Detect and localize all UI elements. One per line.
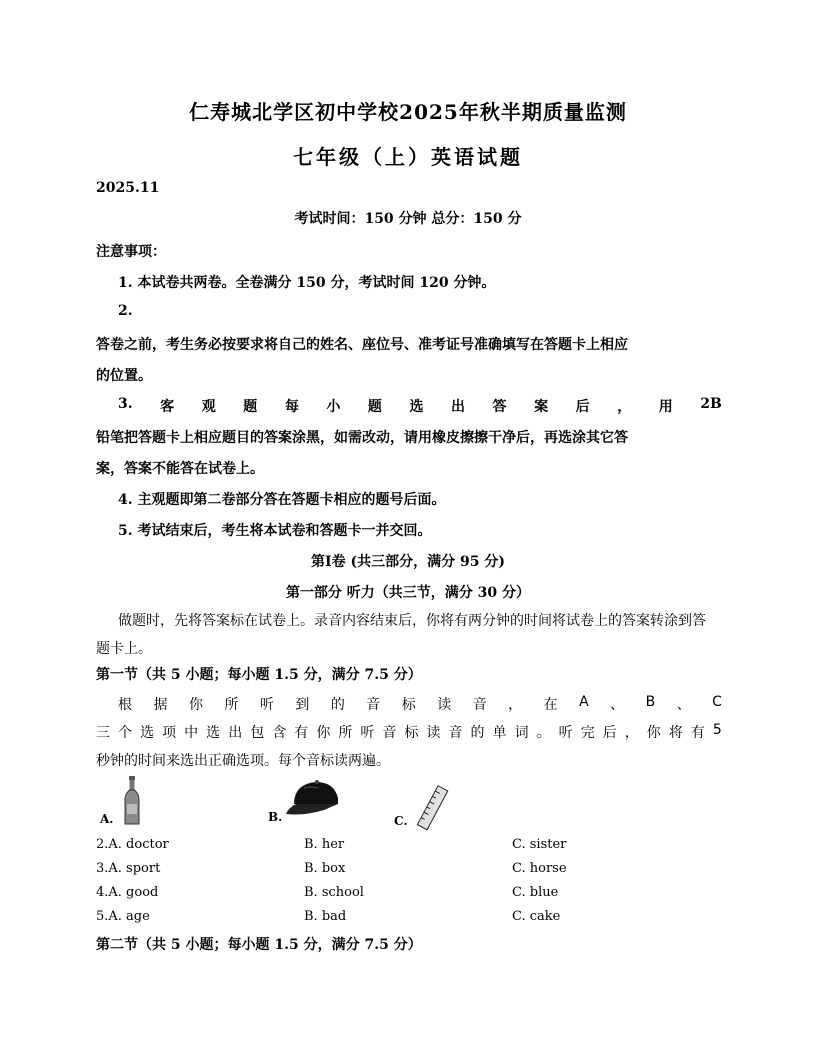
option-c: C. sister bbox=[512, 837, 567, 852]
instr-char: 音 bbox=[448, 725, 463, 741]
question-row bbox=[96, 837, 722, 857]
ruler-icon bbox=[416, 784, 450, 832]
option-b: B. school bbox=[304, 885, 364, 900]
question-row bbox=[96, 909, 722, 929]
note-char: 3. bbox=[118, 396, 133, 412]
option-a: 3.A. sport bbox=[96, 861, 161, 876]
part-heading: 第一部分 听力（共三节，满分 30 分） bbox=[285, 585, 531, 601]
note-char: 每 bbox=[284, 399, 299, 415]
note-char: 出 bbox=[451, 399, 465, 415]
picture-label-b: B. bbox=[268, 810, 283, 824]
instr-char: 、 bbox=[610, 697, 625, 713]
instr-char: ， bbox=[508, 697, 523, 713]
instr-char: C bbox=[712, 694, 722, 710]
note-char: 2B bbox=[700, 396, 722, 412]
note-char: 答 bbox=[492, 399, 507, 415]
picture-label-a: A. bbox=[100, 812, 114, 826]
bottle-icon bbox=[122, 776, 142, 826]
option-a: 4.A. good bbox=[96, 885, 159, 900]
instr-char: 词 bbox=[514, 725, 529, 741]
note-char: 题 bbox=[367, 399, 382, 415]
instr-char: 包 bbox=[250, 725, 265, 741]
instr-char: 所 bbox=[338, 725, 353, 741]
option-b: B. bad bbox=[304, 909, 347, 924]
instr-char: 有 bbox=[294, 725, 309, 741]
instr-char: 后 bbox=[602, 725, 617, 741]
question-row bbox=[96, 861, 722, 881]
instr-char: 选 bbox=[206, 725, 221, 741]
option-b: B. box bbox=[304, 861, 346, 876]
note-item-2-line2: 的位置。 bbox=[96, 368, 152, 384]
instr-char: 在 bbox=[543, 697, 558, 713]
exam-title: 仁寿城北学区初中学校2025年秋半期质量监测 bbox=[189, 100, 627, 124]
section-1-heading: 第一节（共 5 小题；每小题 1.5 分，满分 7.5 分） bbox=[96, 667, 422, 683]
notes-heading: 注意事项： bbox=[96, 244, 166, 260]
cap-icon bbox=[284, 778, 348, 818]
note-item-3-line1 bbox=[118, 396, 722, 416]
instr-char: ， bbox=[624, 725, 639, 741]
instr-char: 据 bbox=[153, 697, 168, 713]
instr-char: 读 bbox=[437, 697, 452, 713]
instr-char: 标 bbox=[404, 725, 419, 741]
instr-char: 中 bbox=[184, 725, 199, 741]
section-2-heading: 第二节（共 5 小题；每小题 1.5 分，满分 7.5 分） bbox=[96, 937, 422, 953]
instr-char: 含 bbox=[272, 725, 287, 741]
instr-char: 根 bbox=[118, 697, 132, 713]
note-char: 客 bbox=[160, 399, 175, 415]
option-c: C. cake bbox=[512, 909, 561, 924]
instr-char: 标 bbox=[401, 697, 416, 713]
instr-char: 读 bbox=[426, 725, 441, 741]
section-1-instruction-line1 bbox=[118, 694, 722, 714]
instr-char: 你 bbox=[316, 725, 331, 741]
instr-char: 听 bbox=[558, 725, 573, 741]
instr-char: 的 bbox=[330, 697, 345, 713]
instr-char: 的 bbox=[470, 725, 485, 741]
instr-char: 选 bbox=[140, 725, 155, 741]
listening-instruction-line1: 做题时，先将答案标在试卷上。录音内容结束后，你将有两分钟的时间将试卷上的答案转涂到答 bbox=[118, 613, 706, 629]
note-item-2-number: 2. bbox=[118, 303, 133, 319]
instr-char: 听 bbox=[259, 697, 274, 713]
instr-char: 项 bbox=[162, 725, 177, 741]
instr-char: 音 bbox=[382, 725, 397, 741]
instr-char: 完 bbox=[580, 725, 595, 741]
note-item-3-line2: 铅笔把答题卡上相应题目的答案涂黑，如需改动，请用橡皮擦擦干净后，再选涂其它答 bbox=[96, 430, 628, 446]
instr-char: 个 bbox=[118, 725, 133, 741]
exam-subtitle: 七年级（上）英语试题 bbox=[293, 145, 523, 169]
exam-time-score: 考试时间：150 分钟 总分：150 分 bbox=[294, 211, 522, 227]
instr-char: 5 bbox=[712, 722, 722, 738]
instr-char: A bbox=[579, 694, 589, 710]
note-char: 小 bbox=[326, 399, 341, 415]
instr-char: 单 bbox=[492, 725, 507, 741]
note-item-4: 4. 主观题即第二卷部分答在答题卡相应的题号后面。 bbox=[118, 492, 446, 508]
instr-char: 音 bbox=[366, 697, 381, 713]
option-a: 2.A. doctor bbox=[96, 837, 169, 852]
picture-label-c: C. bbox=[394, 814, 408, 828]
instr-char: 你 bbox=[188, 697, 203, 713]
instr-char: B bbox=[645, 694, 656, 710]
question-row bbox=[96, 885, 722, 905]
note-char: 案 bbox=[534, 399, 549, 415]
instr-char: 三 bbox=[96, 725, 110, 741]
note-char: 用 bbox=[658, 399, 673, 415]
instr-char: 听 bbox=[360, 725, 375, 741]
section-1-instruction-line2 bbox=[96, 722, 722, 742]
note-char: 选 bbox=[409, 399, 424, 415]
instr-char: 有 bbox=[690, 725, 705, 741]
instr-char: 。 bbox=[536, 725, 551, 741]
instr-char: 音 bbox=[472, 697, 487, 713]
option-c: C. horse bbox=[512, 861, 567, 876]
option-a: 5.A. age bbox=[96, 909, 150, 924]
instr-char: 出 bbox=[228, 725, 243, 741]
note-char: ， bbox=[617, 399, 632, 415]
note-item-1: 1. 本试卷共两卷。全卷满分 150 分，考试时间 120 分钟。 bbox=[118, 275, 496, 291]
instr-char: 你 bbox=[646, 725, 661, 741]
instr-char: 、 bbox=[676, 697, 691, 713]
option-b: B. her bbox=[304, 837, 345, 852]
note-item-3-line3: 案，答案不能答在试卷上。 bbox=[96, 461, 264, 477]
exam-date: 2025.11 bbox=[96, 180, 160, 196]
section-1-instruction-line3: 秒钟的时间来选出正确选项。每个音标读两遍。 bbox=[96, 753, 390, 769]
note-char: 后 bbox=[575, 399, 590, 415]
option-c: C. blue bbox=[512, 885, 559, 900]
note-char: 观 bbox=[201, 399, 216, 415]
instr-char: 将 bbox=[668, 725, 683, 741]
picture-options bbox=[96, 774, 722, 830]
note-item-2-line1: 答卷之前，考生务必按要求将自己的姓名、座位号、准考证号准确填写在答题卡上相应 bbox=[96, 337, 628, 353]
instr-char: 所 bbox=[224, 697, 239, 713]
instr-char: 到 bbox=[295, 697, 310, 713]
note-item-5: 5. 考试结束后，考生将本试卷和答题卡一并交回。 bbox=[118, 523, 432, 539]
listening-instruction-line2: 题卡上。 bbox=[96, 641, 152, 657]
note-char: 题 bbox=[243, 399, 258, 415]
volume-heading: 第Ⅰ卷 (共三部分，满分 95 分) bbox=[311, 554, 505, 570]
